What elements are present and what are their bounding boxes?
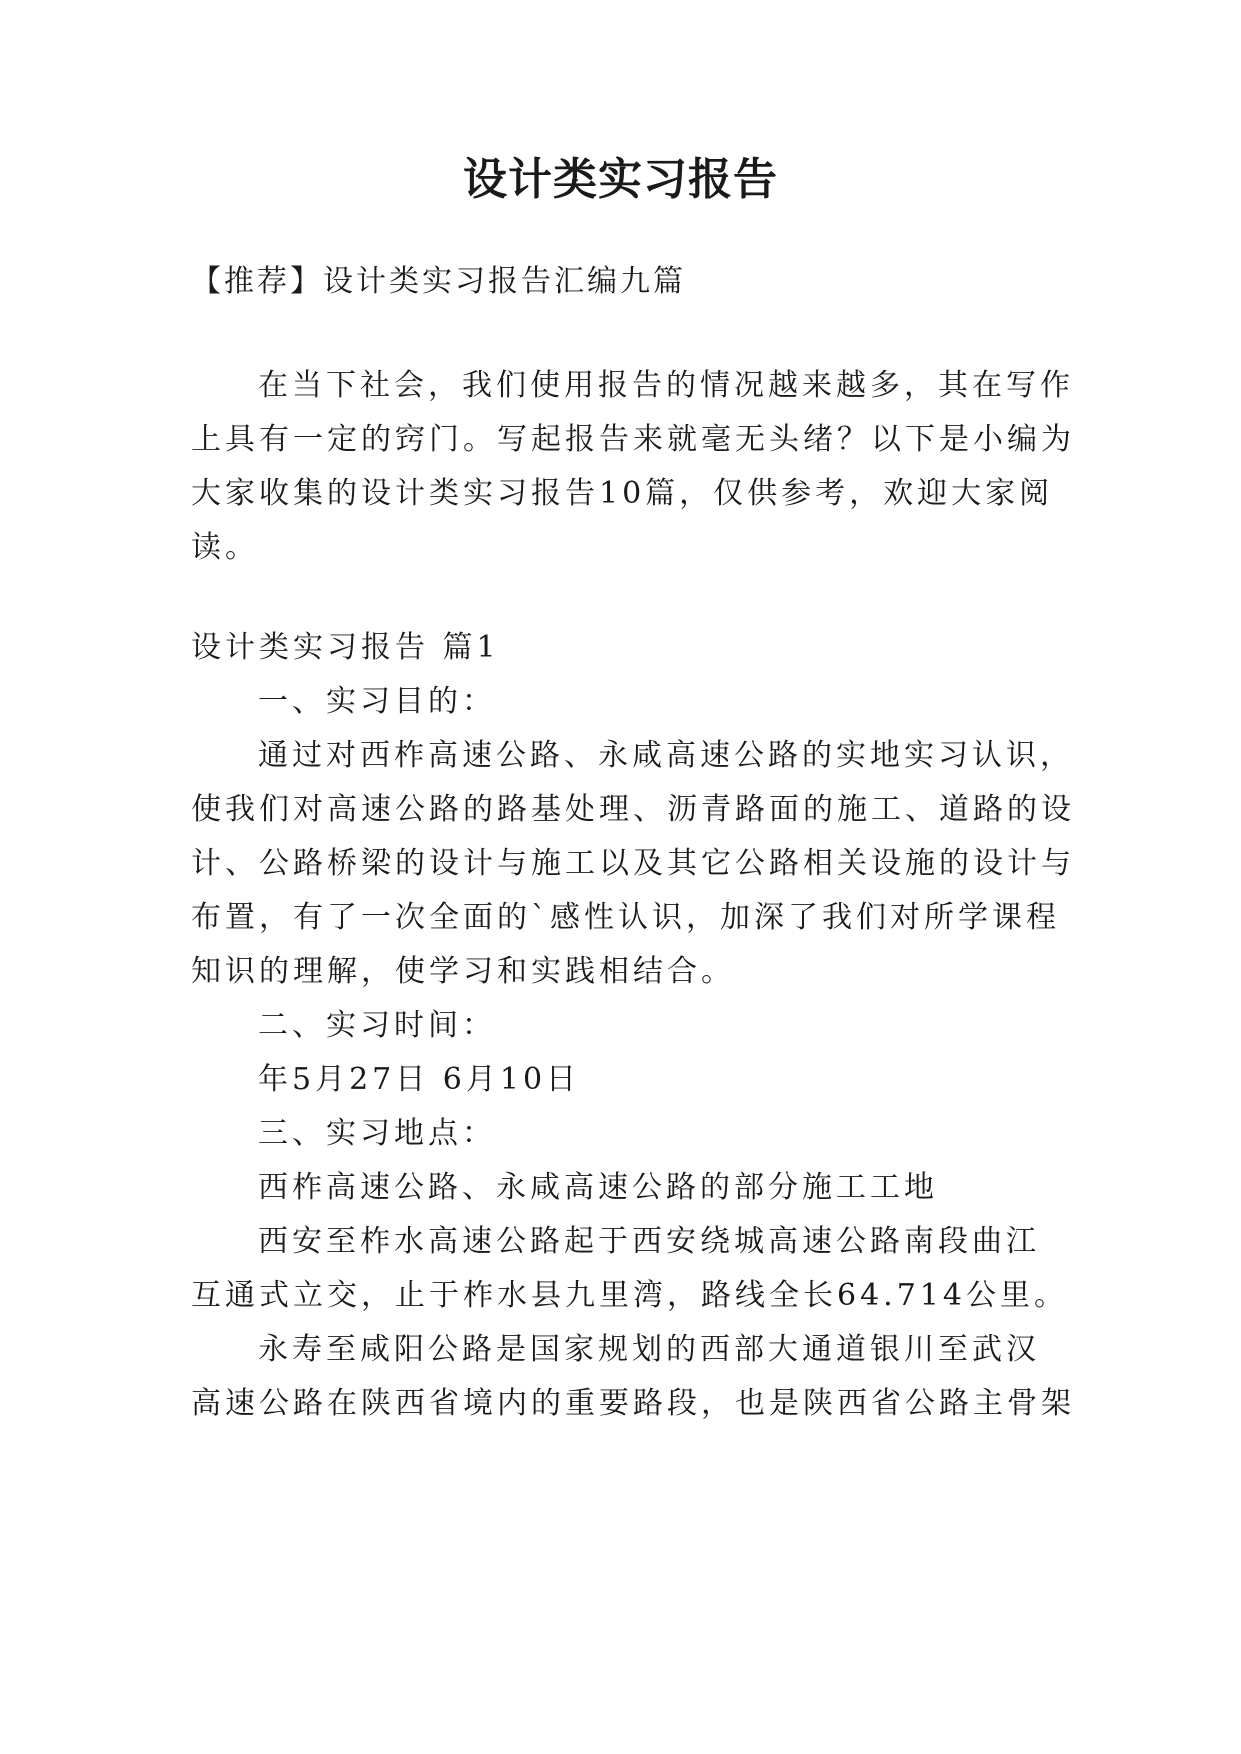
intro-line-3: 大家收集的设计类实习报告10篇，仅供参考，欢迎大家阅	[191, 476, 1054, 511]
document-subtitle: 【推荐】设计类实习报告汇编九篇	[191, 264, 686, 299]
body-line-14: 高速公路在陕西省境内的重要路段，也是陕西省公路主骨架	[191, 1386, 1075, 1421]
body-line-11: 西安至柞水高速公路起于西安绕城高速公路南段曲江	[258, 1224, 1040, 1259]
intro-line-2: 上具有一定的窍门。写起报告来就毫无头绪？以下是小编为	[191, 422, 1075, 457]
document-title: 设计类实习报告	[463, 154, 778, 205]
section-heading: 设计类实习报告 篇1	[191, 630, 500, 665]
body-line-1: 一、实习目的：	[258, 684, 496, 719]
body-line-12: 互通式立交，止于柞水县九里湾，路线全长64.714公里。	[191, 1278, 1068, 1313]
body-line-13: 永寿至咸阳公路是国家规划的西部大通道银川至武汉	[258, 1332, 1040, 1367]
body-line-10: 西柞高速公路、永咸高速公路的部分施工工地	[258, 1170, 938, 1205]
body-line-2: 通过对西柞高速公路、永咸高速公路的实地实习认识，	[258, 738, 1074, 773]
body-line-8: 年5月27日 6月10日	[258, 1062, 581, 1097]
body-line-3: 使我们对高速公路的路基处理、沥青路面的施工、道路的设	[191, 792, 1075, 827]
body-line-9: 三、实习地点：	[258, 1116, 496, 1151]
intro-line-4: 读。	[191, 530, 259, 565]
body-line-4: 计、公路桥梁的设计与施工以及其它公路相关设施的设计与	[191, 846, 1075, 881]
body-line-6: 知识的理解，使学习和实践相结合。	[191, 954, 735, 989]
intro-line-1: 在当下社会，我们使用报告的情况越来越多，其在写作	[258, 368, 1074, 403]
body-line-7: 二、实习时间：	[258, 1008, 496, 1043]
body-line-5: 布置，有了一次全面的`感性认识，加深了我们对所学课程	[191, 900, 1060, 935]
